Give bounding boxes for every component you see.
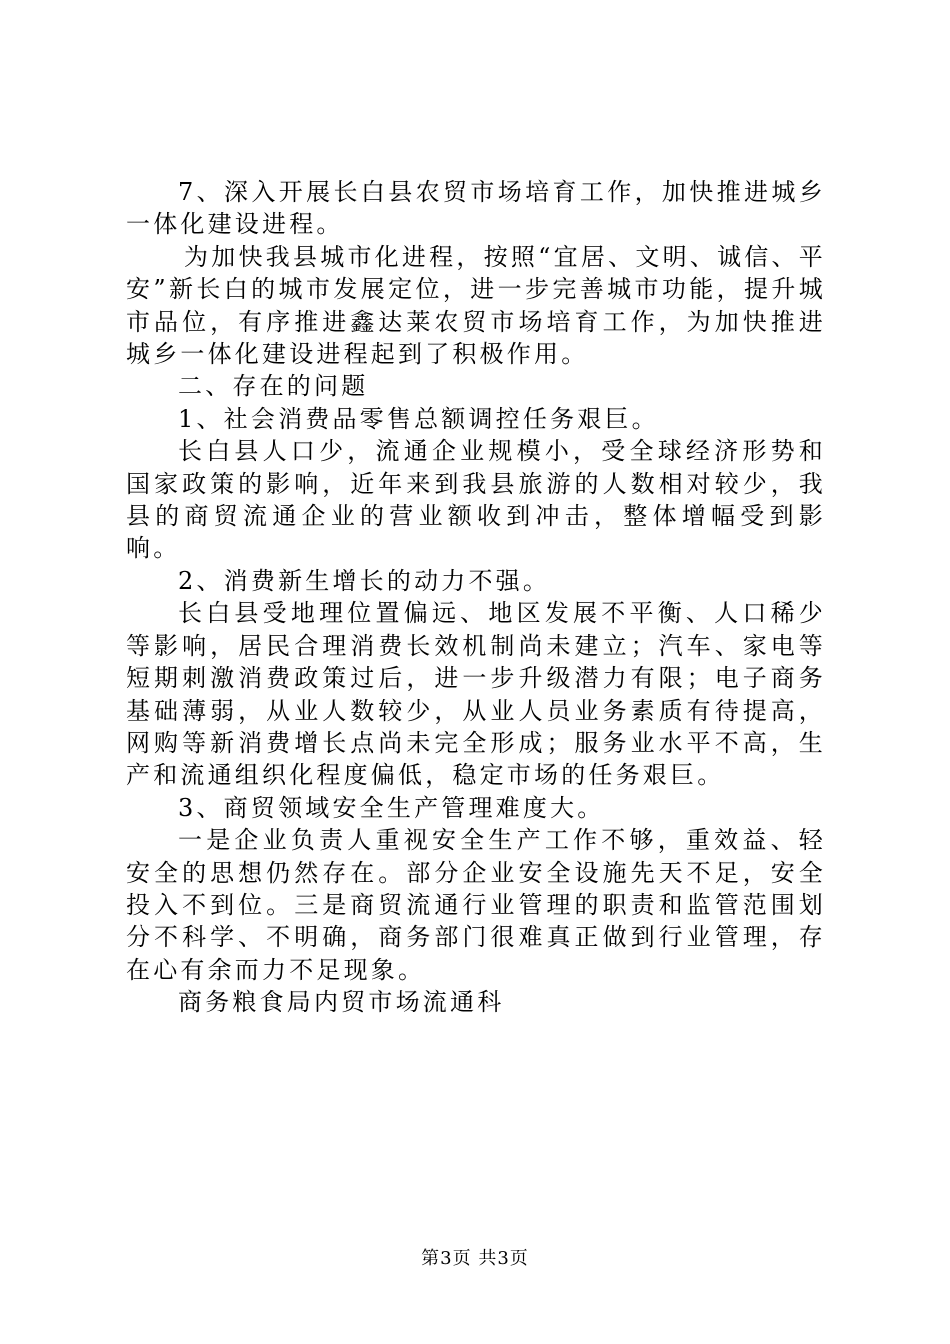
page-number-footer: 第3页 共3页	[421, 1248, 529, 1269]
paragraph-consumption: 长白县受地理位置偏远、地区发展不平衡、人口稀少等影响，居民合理消费长效机制尚未建立；汽车、家电等短期刺激消费政策过后，进一步升级潜力有限；电子商务基础薄弱，从业人数较少，从业人员业务素质有待提高，网购等新消费增长点尚未完全形成；服务业水平不高，生产和流通组织化程度偏低，稳定市场的任务艰巨。	[126, 599, 826, 790]
section-heading-problems: 二、存在的问题	[178, 372, 369, 401]
paragraph-heading-7: 7、深入开展长白县农贸市场培育工作，加快推进城乡一体化建设进程。	[126, 178, 826, 239]
paragraph-heading-1: 1、社会消费品零售总额调控任务艰巨。	[178, 404, 659, 433]
signature-department: 商务粮食局内贸市场流通科	[178, 988, 505, 1017]
document-body	[126, 176, 826, 1019]
paragraph-heading-3: 3、商贸领域安全生产管理难度大。	[178, 793, 605, 822]
paragraph-safety: 一是企业负责人重视安全生产工作不够，重效益、轻安全的思想仍然存在。部分企业安全设施先天不足，安全投入不到位。三是商贸流通行业管理的职责和监管范围划分不科学、不明确，商务部门很难真正做到行业管理，存在心有余而力不足现象。	[126, 826, 826, 984]
paragraph-population: 长白县人口少，流通企业规模小，受全球经济形势和国家政策的影响，近年来到我县旅游的人数相对较少，我县的商贸流通企业的营业额收到冲击，整体增幅受到影响。	[126, 437, 826, 563]
paragraph-heading-2: 2、消费新生增长的动力不强。	[178, 566, 551, 595]
paragraph-urbanization: 为加快我县城市化进程，按照“宜居、文明、诚信、平安”新长白的城市发展定位，进一步完善城市功能，提升城市品位，有序推进鑫达莱农贸市场培育工作，为加快推进城乡一体化建设进程起到了积极作用。	[126, 242, 826, 369]
